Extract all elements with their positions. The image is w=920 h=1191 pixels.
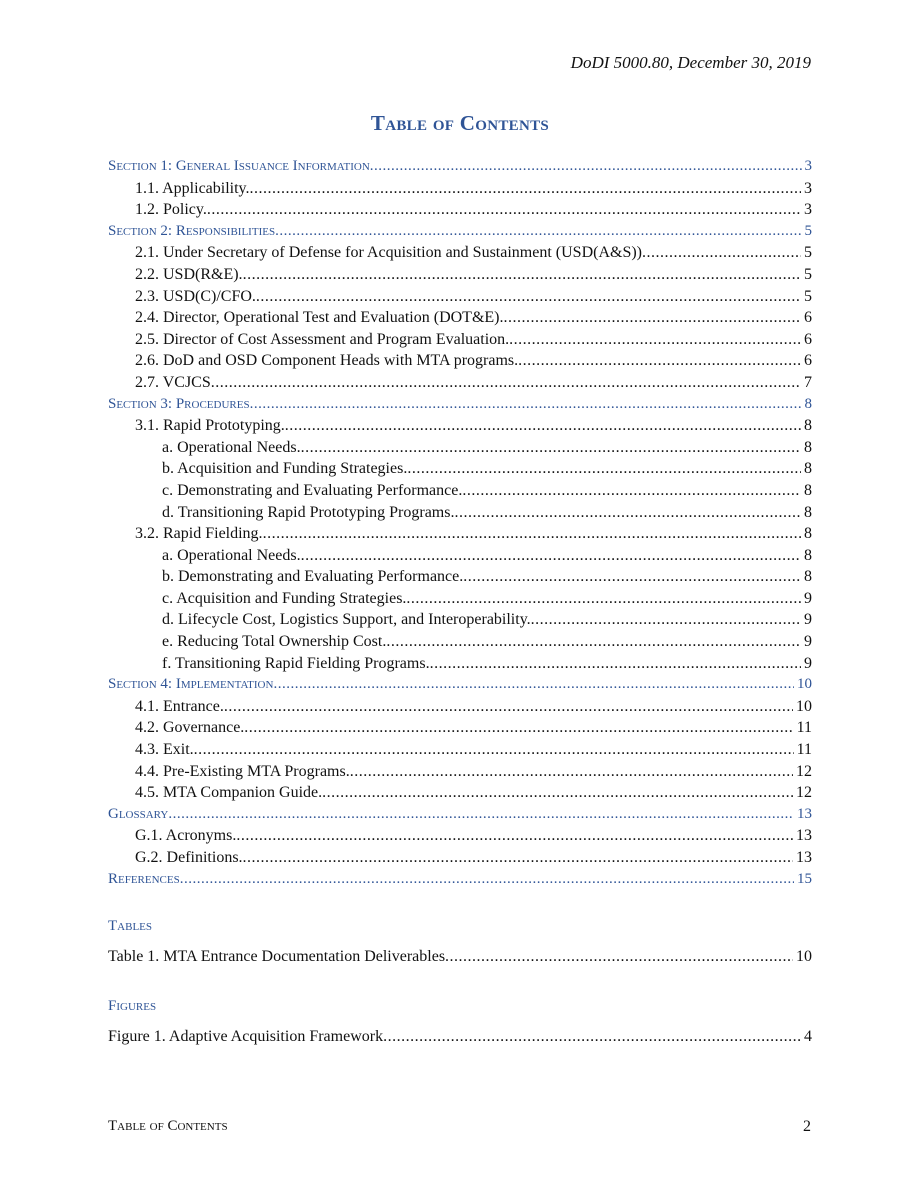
dot-leader — [256, 286, 801, 308]
dot-leader — [275, 221, 801, 243]
toc-entry-title: 1.1. Applicability. — [135, 179, 250, 197]
dot-leader — [244, 717, 793, 739]
figures-list — [108, 1026, 812, 1048]
toc-entry-page: 8 — [804, 481, 812, 499]
dot-leader — [454, 502, 801, 524]
dot-leader — [509, 329, 801, 351]
toc-entry[interactable] — [108, 502, 812, 524]
tables-heading: Tables — [108, 918, 152, 934]
dot-leader — [207, 199, 801, 221]
toc-entry-title: a. Operational Needs. — [162, 438, 301, 456]
toc-entry-page: 8 — [804, 395, 812, 412]
toc-entry[interactable] — [108, 156, 812, 178]
toc-entry-title: 3.1. Rapid Prototyping. — [135, 417, 285, 435]
toc-entry-page: 4 — [804, 1028, 812, 1045]
toc-entry[interactable] — [108, 782, 812, 804]
toc-entry-title: Figure 1. Adaptive Acquisition Framework — [108, 1028, 384, 1045]
toc-entry-title: e. Reducing Total Ownership Cost. — [162, 633, 387, 651]
toc-entry-page: 8 — [804, 503, 812, 521]
toc-entry-page: 12 — [796, 762, 812, 780]
toc-entry[interactable] — [108, 286, 812, 308]
table-of-contents — [108, 156, 812, 890]
dot-leader — [301, 545, 801, 567]
toc-entry[interactable] — [108, 307, 812, 329]
toc-entry[interactable] — [108, 242, 812, 264]
dot-leader — [211, 372, 801, 394]
dot-leader — [518, 350, 801, 372]
toc-entry-page: 5 — [804, 244, 812, 262]
toc-entry[interactable] — [108, 566, 812, 588]
toc-entry[interactable] — [108, 946, 812, 968]
toc-entry-page: 9 — [804, 654, 812, 672]
dot-leader — [224, 696, 793, 718]
toc-entry-page: 8 — [804, 438, 812, 456]
toc-entry[interactable] — [108, 1026, 812, 1048]
toc-entry[interactable] — [108, 437, 812, 459]
toc-entry-page: 11 — [796, 719, 812, 737]
toc-entry-title: 2.7. VCJCS — [135, 373, 211, 391]
toc-entry-title: G.2. Definitions. — [135, 849, 243, 866]
toc-entry-page: 10 — [797, 676, 812, 693]
dot-leader — [322, 782, 793, 804]
toc-entry[interactable] — [108, 415, 812, 437]
toc-entry-page: 8 — [804, 546, 812, 564]
toc-entry[interactable] — [108, 609, 812, 631]
dot-leader — [285, 415, 801, 437]
toc-entry[interactable] — [108, 804, 812, 826]
dot-leader — [236, 825, 793, 847]
toc-entry-title: 3.2. Rapid Fielding. — [135, 525, 263, 543]
toc-entry-page: 8 — [804, 525, 812, 543]
footer-section-label: Table of Contents — [108, 1118, 228, 1134]
dot-leader — [407, 458, 801, 480]
toc-entry-title: Section 1: General Issuance Information — [108, 158, 370, 174]
toc-entry-page: 9 — [804, 611, 812, 629]
figures-heading: Figures — [108, 998, 157, 1014]
toc-entry-page: 5 — [804, 265, 812, 283]
toc-entry[interactable] — [108, 696, 812, 718]
toc-entry-page: 8 — [804, 460, 812, 478]
toc-entry-title: 2.2. USD(R&E). — [135, 265, 243, 283]
toc-entry[interactable] — [108, 847, 812, 869]
dot-leader — [406, 588, 801, 610]
dot-leader — [250, 178, 801, 200]
toc-entry[interactable] — [108, 761, 812, 783]
toc-entry-title: 4.3. Exit. — [135, 741, 194, 759]
dot-leader — [273, 674, 794, 696]
toc-entry[interactable] — [108, 480, 812, 502]
toc-entry-page: 6 — [804, 352, 812, 370]
toc-entry[interactable] — [108, 588, 812, 610]
toc-entry-title: 4.4. Pre-Existing MTA Programs. — [135, 762, 350, 780]
dot-leader — [462, 480, 801, 502]
dot-leader — [463, 566, 801, 588]
toc-entry[interactable] — [108, 653, 812, 675]
dot-leader — [168, 804, 794, 826]
toc-entry[interactable] — [108, 394, 812, 416]
toc-entry-title: 2.6. DoD and OSD Component Heads with MTA programs. — [135, 352, 519, 370]
toc-entry-page: 12 — [796, 784, 812, 802]
toc-entry[interactable] — [108, 199, 812, 221]
toc-entry-title: 4.1. Entrance. — [135, 697, 224, 715]
toc-entry-page: 5 — [804, 222, 812, 239]
page-title: Table of Contents — [370, 111, 550, 135]
toc-entry-page: 9 — [804, 589, 812, 607]
toc-entry-page: 8 — [804, 417, 812, 435]
dot-leader — [445, 946, 793, 968]
toc-entry[interactable] — [108, 178, 812, 200]
toc-entry-title: Section 3: Procedures — [108, 395, 250, 412]
dot-leader — [194, 739, 794, 761]
toc-entry-title: 2.3. USD(C)/CFO. — [135, 287, 256, 305]
toc-entry[interactable] — [108, 545, 812, 567]
toc-entry-title: Section 4: Implementation — [108, 676, 274, 693]
toc-entry-page: 13 — [796, 849, 812, 866]
dot-leader — [180, 869, 794, 891]
toc-entry[interactable] — [108, 264, 812, 286]
toc-entry[interactable] — [108, 631, 812, 653]
toc-entry-page: 13 — [796, 827, 812, 845]
toc-entry-page: 13 — [797, 805, 812, 822]
dot-leader — [504, 307, 802, 329]
dot-leader — [386, 631, 801, 653]
toc-entry[interactable] — [108, 372, 812, 394]
document-reference-header: DoDI 5000.80, December 30, 2019 — [570, 53, 811, 72]
dot-leader — [243, 264, 801, 286]
toc-entry[interactable] — [108, 869, 812, 891]
dot-leader — [383, 1026, 801, 1048]
toc-entry-page: 3 — [804, 179, 812, 197]
toc-entry[interactable] — [108, 523, 812, 545]
toc-entry-title: b. Demonstrating and Evaluating Performance. — [162, 568, 464, 586]
toc-entry-page: 6 — [804, 309, 812, 327]
toc-entry-title: a. Operational Needs. — [162, 546, 301, 564]
dot-leader — [350, 761, 793, 783]
toc-entry[interactable] — [108, 717, 812, 739]
toc-entry-title: 1.2. Policy. — [135, 201, 207, 219]
toc-entry[interactable] — [108, 221, 812, 243]
toc-entry-title: G.1. Acronyms. — [135, 827, 237, 845]
toc-entry-page: 15 — [797, 870, 812, 887]
toc-entry-page: 10 — [796, 948, 812, 965]
toc-entry-title: c. Demonstrating and Evaluating Performance. — [162, 481, 463, 499]
footer-page-number: 2 — [803, 1118, 811, 1135]
toc-entry-title: References — [108, 870, 180, 887]
toc-entry-title: d. Transitioning Rapid Prototyping Programs. — [162, 503, 455, 521]
toc-entry-page: 7 — [804, 373, 812, 391]
toc-entry-page: 11 — [796, 741, 812, 759]
toc-entry-page: 5 — [804, 287, 812, 305]
toc-entry-title: 2.1. Under Secretary of Defense for Acquisition and Sustainment (USD(A&S)) — [135, 244, 642, 262]
toc-entry-title: c. Acquisition and Funding Strategies. — [162, 589, 407, 607]
toc-entry[interactable] — [108, 458, 812, 480]
dot-leader — [370, 156, 802, 178]
dot-leader — [531, 609, 801, 631]
toc-entry[interactable] — [108, 329, 812, 351]
toc-entry-page: 9 — [804, 633, 812, 651]
dot-leader — [430, 653, 801, 675]
toc-entry-title: 4.2. Governance. — [135, 719, 245, 737]
toc-entry-title: 2.5. Director of Cost Assessment and Program Evaluation. — [135, 330, 510, 348]
dot-leader — [263, 523, 801, 545]
toc-entry[interactable] — [108, 739, 812, 761]
toc-entry-title: f. Transitioning Rapid Fielding Programs. — [162, 654, 430, 672]
toc-entry[interactable] — [108, 674, 812, 696]
dot-leader — [250, 394, 802, 416]
toc-entry-page: 3 — [804, 201, 812, 219]
toc-entry-title: 4.5. MTA Companion Guide. — [135, 784, 323, 802]
toc-entry-page: 6 — [804, 330, 812, 348]
dot-leader — [243, 847, 793, 869]
toc-entry-page: 10 — [796, 697, 812, 715]
tables-list — [108, 946, 812, 968]
toc-entry-title: Table 1. MTA Entrance Documentation Deliverables — [108, 948, 446, 965]
toc-entry-title: Glossary — [108, 805, 169, 822]
dot-leader — [301, 437, 801, 459]
dot-leader — [642, 242, 801, 264]
toc-entry-title: Section 2: Responsibilities — [108, 222, 276, 239]
toc-entry-title: b. Acquisition and Funding Strategies. — [162, 460, 408, 478]
toc-entry-page: 3 — [804, 158, 812, 174]
toc-entry-page: 8 — [804, 568, 812, 586]
toc-entry[interactable] — [108, 350, 812, 372]
toc-entry[interactable] — [108, 825, 812, 847]
toc-entry-title: d. Lifecycle Cost, Logistics Support, and Interoperability. — [162, 611, 531, 629]
toc-entry-title: 2.4. Director, Operational Test and Evaluation (DOT&E). — [135, 309, 504, 327]
